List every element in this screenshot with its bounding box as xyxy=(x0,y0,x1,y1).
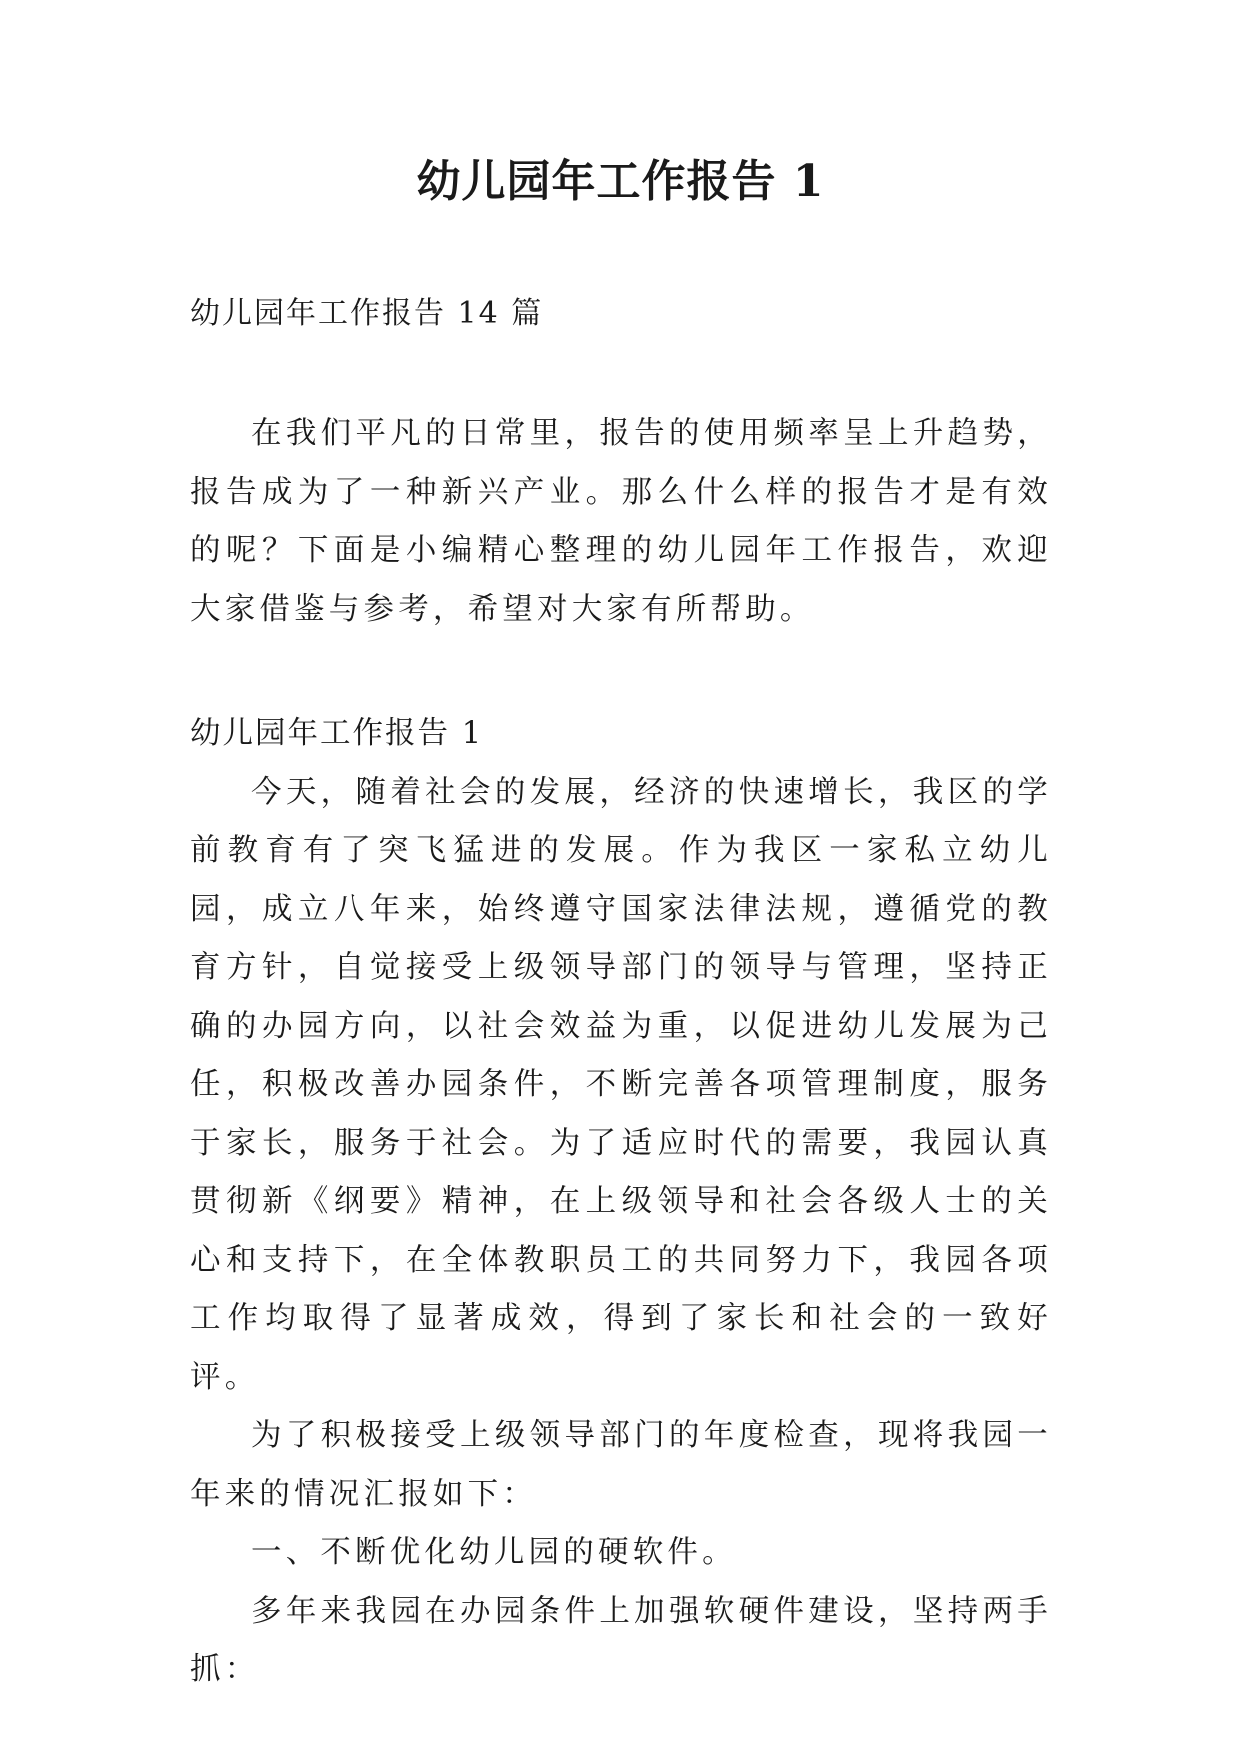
document-subtitle: 幼儿园年工作报告 14 篇 xyxy=(190,296,544,331)
section-heading: 幼儿园年工作报告 1 xyxy=(190,716,484,751)
document-title: 幼儿园年工作报告 1 xyxy=(416,156,825,207)
intro-paragraph: 在我们平凡的日常里，报告的使用频率呈上升趋势，报告成为了一种新兴产业。那么什么样的报告才是有效的呢？下面是小编精心整理的幼儿园年工作报告，欢迎大家借鉴与参考，希望对大家有所帮助。 xyxy=(190,416,1052,627)
body-paragraph: 一、不断优化幼儿园的硬软件。 xyxy=(251,1535,737,1570)
intro-section xyxy=(190,405,1052,639)
body-paragraph: 今天，随着社会的发展，经济的快速增长，我区的学前教育有了突飞猛进的发展。作为我区一家私立幼儿园，成立八年来，始终遵守国家法律法规，遵循党的教育方针，自觉接受上级领导部门的领导与管理，坚持正确的办园方向，以社会效益为重，以促进幼儿发展为己任，积极改善办园条件，不断完善各项管理制度，服务于家长，服务于社会。为了适应时代的需要，我园认真贯彻新《纲要》精神，在上级领导和社会各级人士的关心和支持下，在全体教职员工的共同努力下，我园各项工作均取得了显著成效，得到了家长和社会的一致好评。 xyxy=(190,774,1052,1395)
report-section xyxy=(190,705,1052,1700)
body-paragraph: 为了积极接受上级领导部门的年度检查，现将我园一年来的情况汇报如下： xyxy=(190,1418,1052,1512)
body-paragraph: 多年来我园在办园条件上加强软硬件建设，坚持两手抓： xyxy=(190,1593,1052,1687)
